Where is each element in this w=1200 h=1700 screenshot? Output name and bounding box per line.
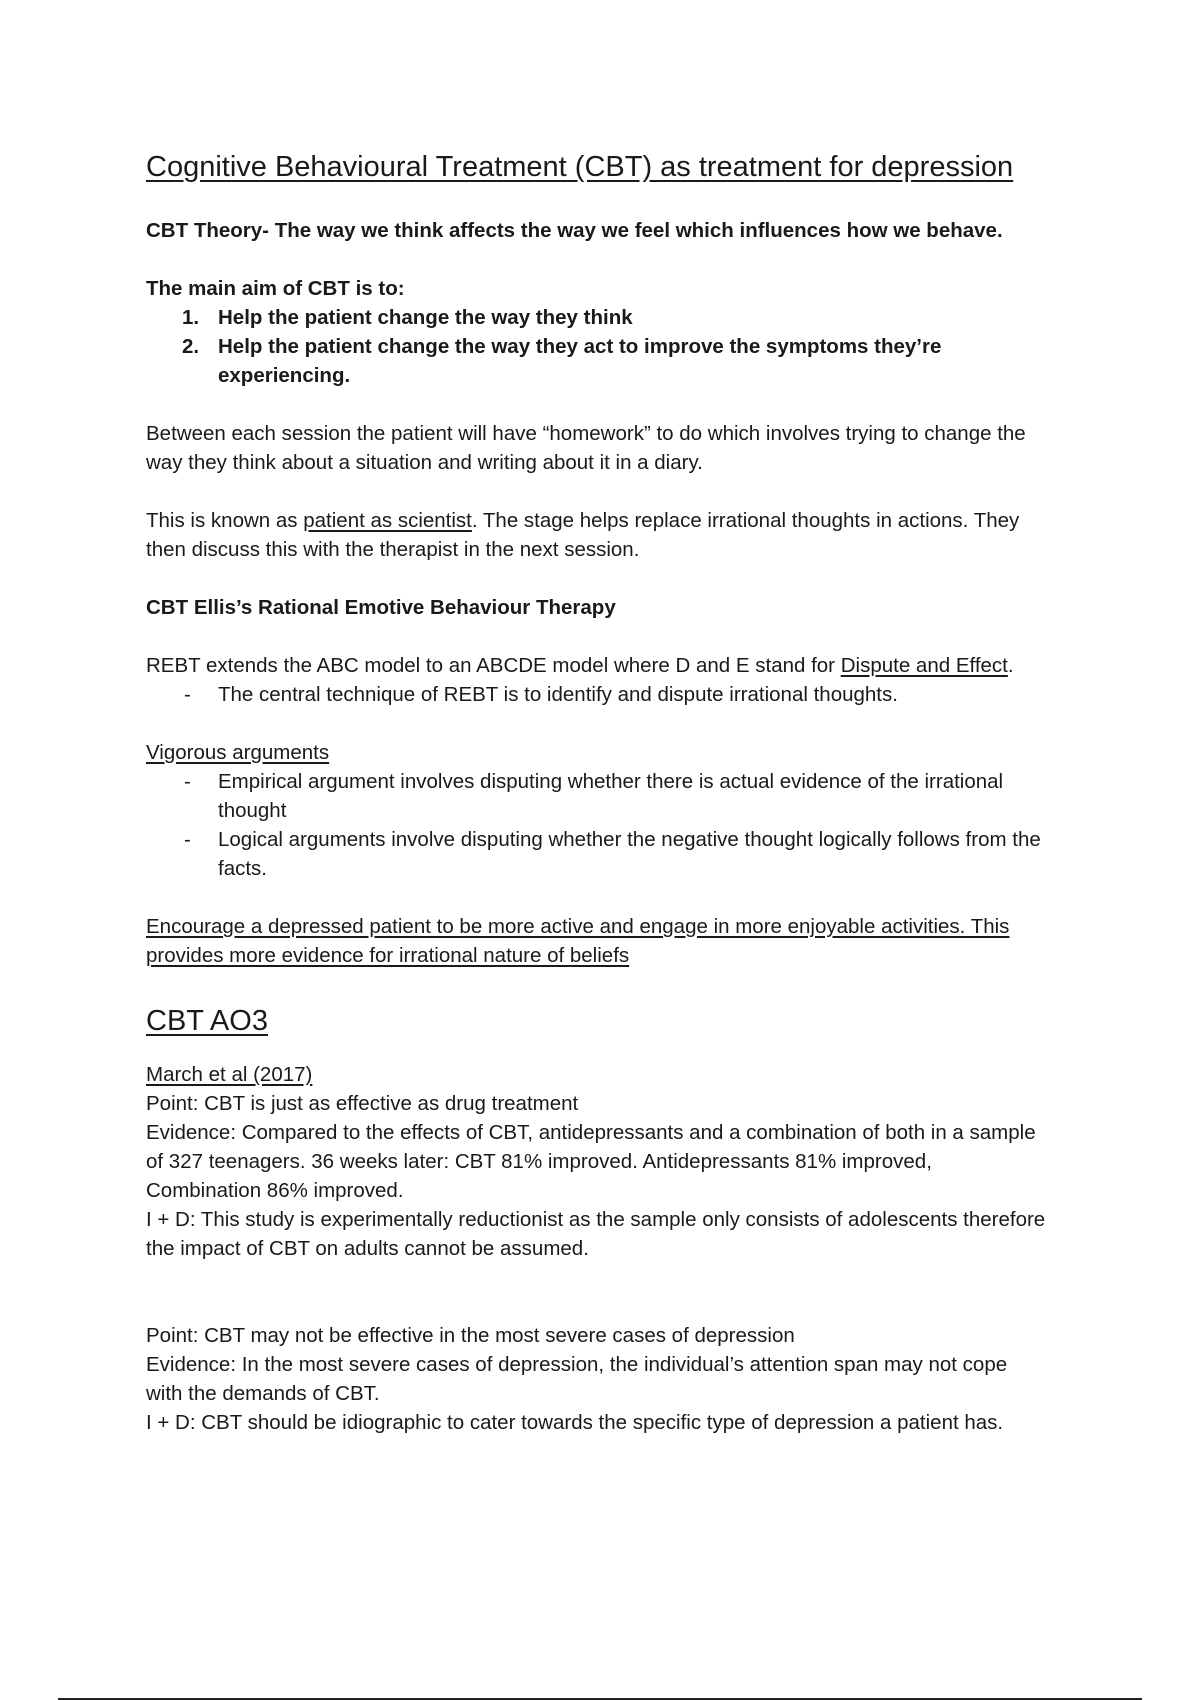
- patient-scientist-paragraph: [146, 506, 1046, 564]
- dash-marker: -: [184, 683, 191, 706]
- list-number: 2.: [182, 335, 200, 358]
- text-run: This is known as: [146, 509, 304, 532]
- underlined-term: patient as scientist: [303, 509, 472, 532]
- document-page: [146, 140, 1046, 1437]
- text-run: . The stage helps replace irrational thoughts in actions. They then discuss this with the therapist in the next session.: [146, 509, 1020, 561]
- aim-heading: The main aim of CBT is to:: [146, 277, 405, 300]
- dash-marker: -: [184, 828, 191, 851]
- study-point: Point: CBT may not be effective in the most severe cases of depression: [146, 1324, 795, 1347]
- study-reference: March et al (2017): [146, 1063, 313, 1086]
- study-evidence: Evidence: In the most severe cases of depression, the individual’s attention span may not cope with the demands of CBT.: [146, 1353, 1008, 1405]
- list-item-text: Help the patient change the way they think: [218, 306, 633, 329]
- list-item-text: Empirical argument involves disputing whether there is actual evidence of the irrational thought: [218, 770, 1004, 822]
- study-evidence: Evidence: Compared to the effects of CBT, antidepressants and a combination of both in a sample of 327 teenagers. 36 weeks later: CBT 81% improved. Antidepressants 81% improved, Combination 86% improved.: [146, 1121, 1036, 1202]
- page-title: Cognitive Behavioural Treatment (CBT) as treatment for depression: [146, 151, 1014, 183]
- list-number: 1.: [182, 306, 200, 329]
- ellis-heading: CBT Ellis’s Rational Emotive Behaviour Therapy: [146, 596, 616, 619]
- list-item: [146, 303, 1046, 332]
- vigorous-bullets: [146, 767, 1046, 883]
- list-item-text: The central technique of REBT is to identify and dispute irrational thoughts.: [218, 683, 898, 706]
- text-run: .: [1007, 654, 1014, 677]
- homework-paragraph: Between each session the patient will have “homework” to do which involves trying to change the way they think about a situation and writing about it in a diary.: [146, 422, 1026, 474]
- rebt-paragraph: [146, 651, 1046, 680]
- vigorous-heading: Vigorous arguments: [146, 741, 330, 764]
- rebt-bullets: [146, 680, 1046, 709]
- text-run: REBT extends the ABC model to an ABCDE model where D and E stand for: [146, 654, 841, 677]
- study-id: I + D: This study is experimentally reductionist as the sample only consists of adolescents therefore the impact of CBT on adults cannot be assumed.: [146, 1208, 1046, 1260]
- underlined-term: Dispute and Effect: [840, 654, 1008, 677]
- cbt-theory: CBT Theory- The way we think affects the way we feel which influences how we behave.: [146, 219, 1003, 242]
- dash-marker: -: [184, 770, 191, 793]
- study-point: Point: CBT is just as effective as drug treatment: [146, 1092, 579, 1115]
- aim-list: [146, 303, 1046, 390]
- list-item: [146, 680, 1046, 709]
- list-item: [146, 767, 1046, 825]
- study-id: I + D: CBT should be idiographic to cater towards the specific type of depression a patient has.: [146, 1411, 1004, 1434]
- list-item: [146, 825, 1046, 883]
- ao3-heading: CBT AO3: [146, 1005, 268, 1037]
- list-item-text: Help the patient change the way they act to improve the symptoms they’re experiencing.: [218, 335, 942, 387]
- encourage-paragraph: Encourage a depressed patient to be more active and engage in more enjoyable activities. This provides more evidence for irrational nature of beliefs: [146, 915, 1010, 967]
- list-item-text: Logical arguments involve disputing whether the negative thought logically follows from the facts.: [218, 828, 1041, 880]
- list-item: [146, 332, 1046, 390]
